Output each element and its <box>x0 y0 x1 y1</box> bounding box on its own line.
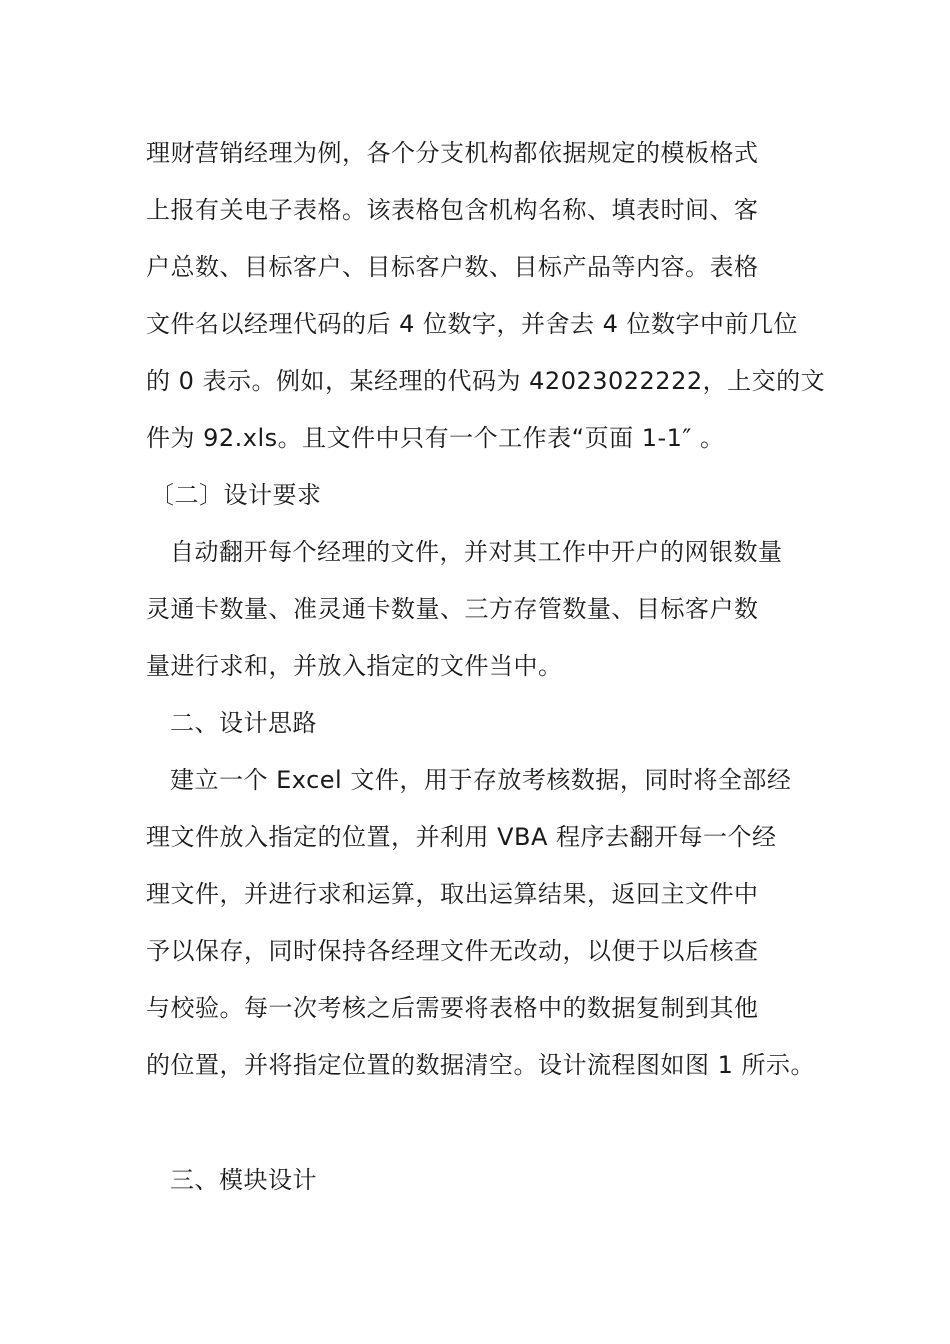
paragraph-line: 理文件，并进行求和运算，取出运算结果，返回主文件中 <box>146 880 759 908</box>
section-heading: 三、模块设计 <box>170 1166 317 1194</box>
paragraph-line: 上报有关电子表格。该表格包含机构名称、填表时间、客 <box>146 196 759 224</box>
section-heading: 〔二〕设计要求 <box>150 481 322 509</box>
paragraph-line: 的 0 表示。例如，某经理的代码为 42023022222，上交的文 <box>146 367 826 395</box>
paragraph-line: 理文件放入指定的位置，并利用 VBA 程序去翻开每一个经 <box>146 823 777 851</box>
paragraph-line: 的位置，并将指定位置的数据清空。设计流程图如图 1 所示。 <box>146 1051 816 1079</box>
paragraph-line: 与校验。每一次考核之后需要将表格中的数据复制到其他 <box>146 994 759 1022</box>
paragraph-line: 量进行求和，并放入指定的文件当中。 <box>146 652 563 680</box>
paragraph-line: 户总数、目标客户、目标客户数、目标产品等内容。表格 <box>146 253 759 281</box>
paragraph-line: 文件名以经理代码的后 4 位数字，并舍去 4 位数字中前几位 <box>146 310 799 338</box>
paragraph-line: 建立一个 Excel 文件，用于存放考核数据，同时将全部经 <box>170 766 792 794</box>
paragraph-line: 予以保存，同时保持各经理文件无改动，以便于以后核查 <box>146 937 759 965</box>
paragraph-line: 理财营销经理为例，各个分支机构都依据规定的模板格式 <box>146 139 759 167</box>
paragraph-line: 件为 92.xls。且文件中只有一个工作表“页面 1-1″ 。 <box>146 424 725 452</box>
section-heading: 二、设计思路 <box>170 709 317 737</box>
paragraph-line: 灵通卡数量、准灵通卡数量、三方存管数量、目标客户数 <box>146 595 759 623</box>
paragraph-line: 自动翻开每个经理的文件，并对其工作中开户的网银数量 <box>170 538 783 566</box>
